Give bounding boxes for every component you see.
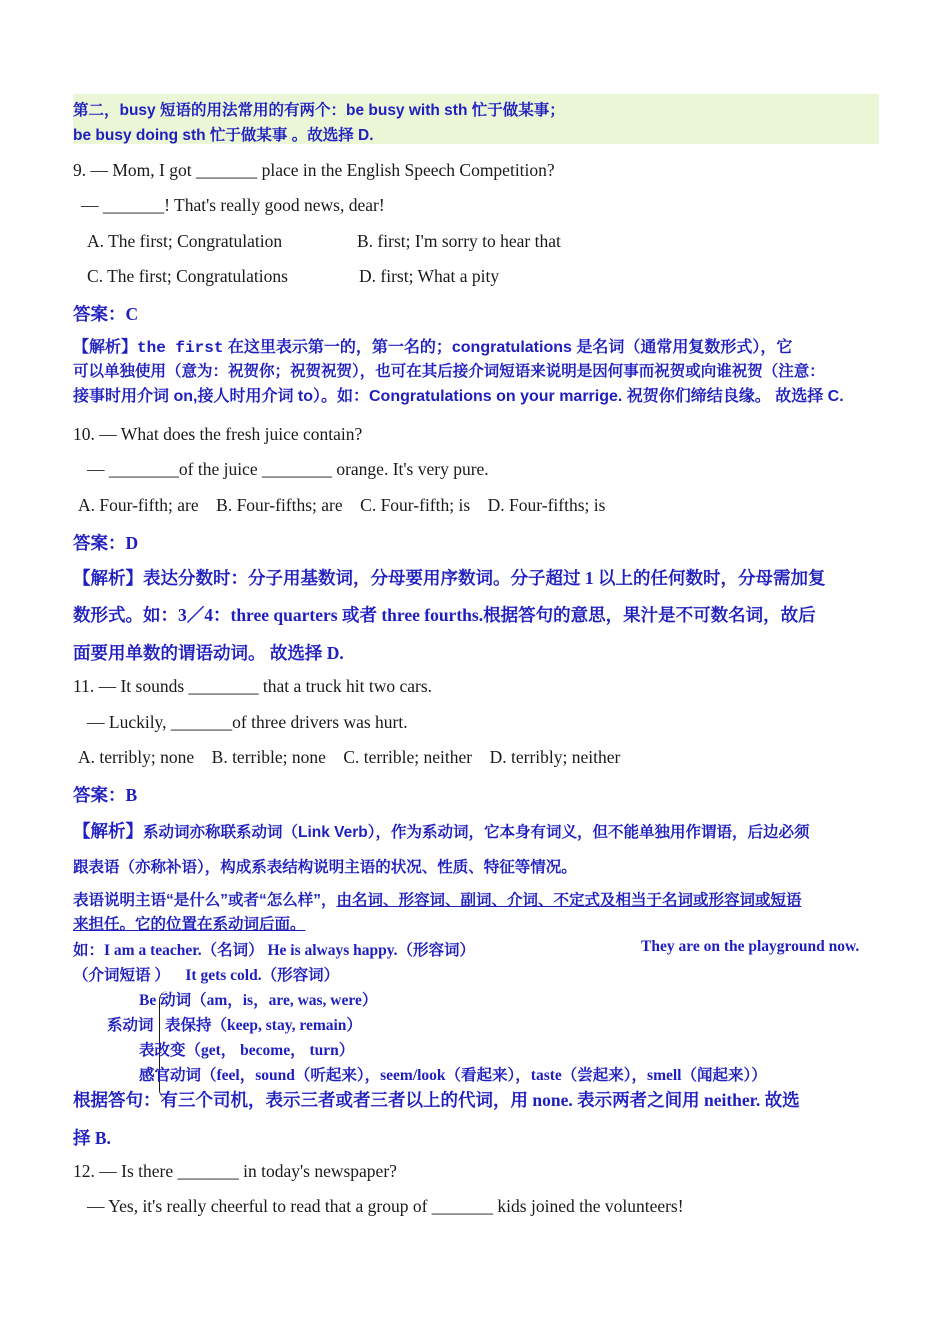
q11-analysis-text: 系动词亦称联系动词（Link Verb），作为系动词，它本身有词义，但不能单独用作谓语，后边必须 bbox=[143, 824, 810, 841]
q10-analysis-line-3: 面要用单数的谓语动词。 故选择 D. bbox=[73, 643, 344, 663]
q11-analysis-tag: 【解析】 bbox=[73, 821, 143, 841]
q9-analysis-line-1 bbox=[73, 336, 792, 361]
q9-option-d: D. first; What a pity bbox=[359, 266, 500, 286]
tree-be-verb: Be 动词（am，is，are, was, were） bbox=[139, 992, 378, 1009]
q11-conclusion-line-2: 择 B. bbox=[73, 1128, 111, 1148]
tree-keep: 表保持（keep, stay, remain） bbox=[165, 1017, 362, 1034]
q11-conclusion-line-1: 根据答句：有三个司机，表示三者或者三者以上的代词，用 none. 表示两者之间用 neither. 故选 bbox=[73, 1090, 800, 1110]
q11-options: A. terribly; none B. terrible; none C. terrible; neither D. terribly; neither bbox=[78, 747, 621, 767]
q9-reply: — _______! That's really good news, dear! bbox=[81, 195, 385, 215]
tree-sense: 感官动词（feel，sound（听起来），seem/look（看起来），taste（尝起来），smell（闻起来）） bbox=[139, 1067, 767, 1084]
q11-analysis-line-1 bbox=[73, 818, 810, 843]
q11-example-line-1b: They are on the playground now. bbox=[641, 938, 860, 955]
q11-analysis-line-3 bbox=[73, 888, 802, 910]
q9-analysis-term: the first bbox=[137, 339, 224, 357]
top-note-line-2: be busy doing sth 忙于做某事 。故选择 D. bbox=[73, 127, 374, 144]
q9-analysis-tag: 【解析】 bbox=[73, 339, 138, 356]
q11-analysis-line-4: 来担任。它的位置在系动词后面。 bbox=[73, 916, 306, 933]
q11-reply: — Luckily, _______of three drivers was hurt. bbox=[87, 712, 408, 732]
q9-option-a: A. The first; Congratulation bbox=[87, 231, 283, 251]
q11-analysis-line-3a: 表语说明主语“是什么”或者“怎么样”， bbox=[73, 892, 337, 909]
q10-analysis-line-2: 数形式。如：3／4：three quarters 或者 three fourths.根据答句的意思，果汁是不可数名词，故后 bbox=[73, 605, 816, 625]
q10-analysis-line-1: 【解析】表达分数时：分子用基数词，分母要用序数词。分子超过 1 以上的任何数时，分母需加复 bbox=[73, 568, 826, 588]
q10-options: A. Four-fifth; are B. Four-fifths; are C. Four-fifth; is D. Four-fifths; is bbox=[78, 495, 606, 515]
q9-option-c: C. The first; Congratulations bbox=[87, 266, 288, 286]
q12-reply: — Yes, it's really cheerful to read that a group of _______ kids joined the volunteers! bbox=[87, 1196, 684, 1216]
q12-stem: 12. — Is there _______ in today's newspaper? bbox=[73, 1161, 397, 1181]
q9-analysis-text: 在这里表示第一的，第一名的；congratulations 是名词（通常用复数形式），它 bbox=[223, 339, 793, 356]
q10-reply: — ________of the juice ________ orange. It's very pure. bbox=[87, 459, 489, 479]
q10-stem: 10. — What does the fresh juice contain? bbox=[73, 424, 363, 444]
q11-example-line-2: （介词短语 ） It gets cold.（形容词） bbox=[73, 967, 340, 984]
q10-answer: 答案：D bbox=[73, 533, 139, 553]
q11-answer: 答案：B bbox=[73, 785, 138, 805]
q9-answer: 答案：C bbox=[73, 304, 139, 324]
q9-stem: 9. — Mom, I got _______ place in the English Speech Competition? bbox=[73, 160, 555, 180]
q9-analysis-line-3: 接事时用介词 on,接人时用介词 to）。如：Congratulations on your marrige. 祝贺你们缔结良缘。 故选择 C. bbox=[73, 388, 844, 405]
q11-analysis-line-3b: 由名词、形容词、副词、介词、不定式及相当于名词或形容词或短语 bbox=[336, 892, 802, 909]
q11-stem: 11. — It sounds ________ that a truck hit two cars. bbox=[73, 676, 433, 696]
tree-change: 表改变（get， become， turn） bbox=[139, 1042, 355, 1059]
q9-option-b: B. first; I'm sorry to hear that bbox=[357, 231, 561, 251]
q9-analysis-line-2: 可以单独使用（意为：祝贺你；祝贺祝贺），也可在其后接介词短语来说明是因何事而祝贺或向谁祝贺（注意： bbox=[73, 363, 825, 380]
q11-example-line-1a: 如：I am a teacher.（名词） He is always happy.（形容词） bbox=[73, 942, 476, 959]
q11-analysis-line-2: 跟表语（亦称补语），构成系表结构说明主语的状况、性质、特征等情况。 bbox=[73, 859, 577, 876]
top-note-line-1: 第二，busy 短语的用法常用的有两个：be busy with sth 忙于做某事； bbox=[73, 102, 565, 119]
tree-root: 系动词 bbox=[107, 1017, 154, 1034]
